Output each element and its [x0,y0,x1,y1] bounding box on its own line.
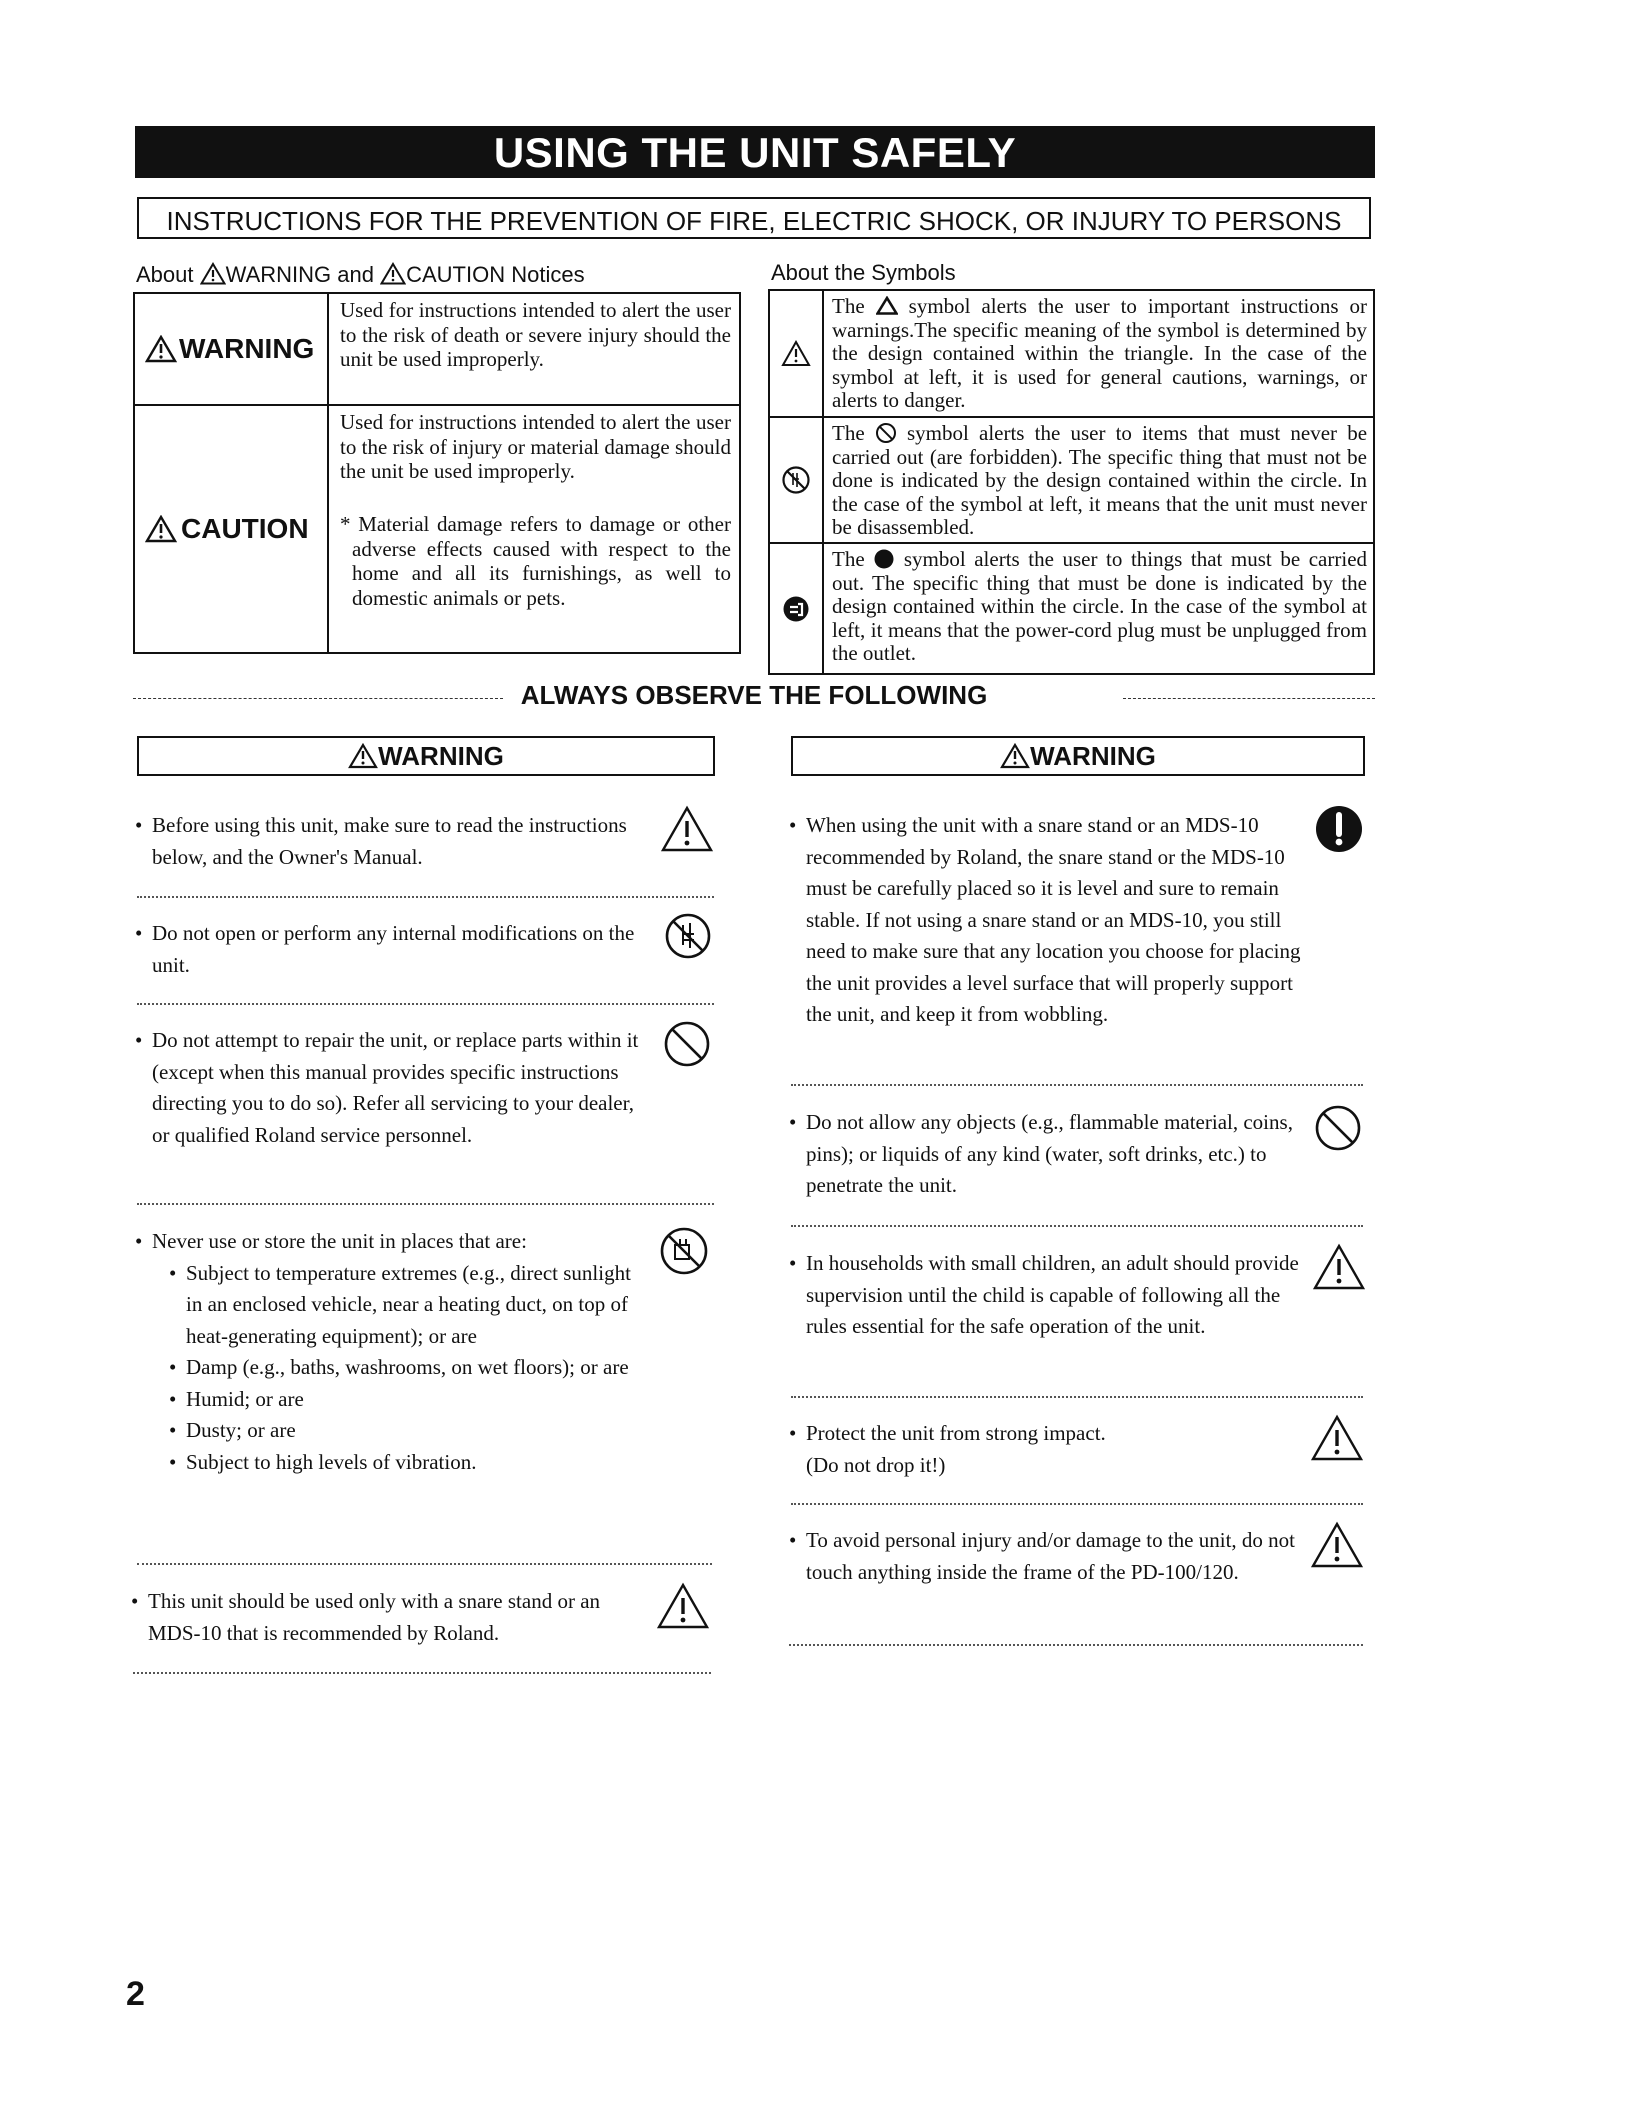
warning-triangle-icon [781,340,811,367]
mandatory-icon [1314,804,1364,854]
symbol-prohibited-text-lead: The [832,421,865,445]
symbol-row-prohibited [770,418,1373,544]
left-warning-label: WARNING [378,740,504,771]
sub-list-item: • Subject to high levels of vibration. [169,1449,477,1474]
notices-table [133,292,741,654]
divider [789,1644,1363,1646]
prohibited-icon [663,1020,711,1068]
caution-notice-label [135,406,329,652]
warning-triangle-icon [1312,1243,1366,1291]
symbols-table [768,289,1375,675]
prohibited-icon [875,422,897,444]
notices-heading-caution: CAUTION Notices [406,262,585,287]
page-number: 2 [126,1975,145,2013]
sub-list-item-text: Subject to high levels of vibration. [186,1449,477,1474]
right-warning-label: WARNING [1030,740,1156,771]
symbol-mandatory-text-body: symbol alerts the user to things that must be carried out. The specific thing that must be done is indicated by the design contained within the circle. In the case of the symbol at left, it means that the power-cord plug must be unplugged from the outlet. [832,547,1368,665]
sub-list-item-text: Subject to temperature extremes (e.g., direct sunlight in an enclosed vehicle, near a heating duct, on top of heat-generating equipment); or are [186,1260,631,1348]
list-item-text: Never use or store the unit in places that are: [152,1229,527,1253]
sub-list-item: • Dusty; or are [169,1418,296,1442]
list-item: • When using the unit with a snare stand or an MDS-10 recommended by Roland, the snare stand or the MDS-10 must be carefully placed so it is level and sure to remain stable. If not using a snare stand or an MDS-10, you still need to make sure that any location you choose for placing the unit provides a level surface that will properly support the unit, and keep it from wobbling. [789,810,1314,1031]
sub-list-item-text: Humid; or are [186,1386,304,1411]
prohibited-icon [1314,1104,1362,1152]
warning-notice-row [135,294,739,406]
caution-triangle-icon [145,515,177,543]
symbol-icon-cell [770,418,824,542]
divider [137,1003,714,1005]
symbol-prohibited-text [832,422,1367,540]
symbol-mandatory-text [832,548,1367,666]
list-item: • Never use or store the unit in places that are: • Subject to temperature extremes (e.g., direct sunlight in an enclosed vehicle, near a heating duct, on top of heat-generating equipment); or are • Damp (e.g., baths, washrooms, on wet floors); or are • Humid; or are • Dusty; or are • Subject to high levels of vibration. [135,1226,675,1478]
warning-notice-label [135,294,329,404]
list-item-text: Do not open or perform any internal modifications on the unit. [152,921,635,977]
symbol-row-mandatory [770,544,1373,673]
list-item: • Do not attempt to repair the unit, or replace parts within it (except when this manual provides specific instructions directing you to do so). Refer all servicing to your dealer, or qualified Roland service personnel. [135,1025,655,1151]
divider [791,1225,1363,1227]
divider [791,1503,1363,1505]
warning-triangle-icon [660,805,714,853]
caution-note-text: * Material damage refers to damage or other adverse effects caused with respect to the home and all its furnishings, as well to domestic animals or pets. [340,512,731,610]
caution-label-text: CAUTION [181,513,309,544]
list-item-text: In households with small children, an adult should provide supervision until the child is capable of following all the rules essential for the safe operation of the unit. [806,1251,1299,1338]
symbol-prohibited-text-body: symbol alerts the user to items that must never be carried out (are forbidden). The specific thing that must not be done is indicated by the design contained within the circle. In the case of the symbol at left, it means that the unit must never be disassembled. [832,421,1368,539]
caution-notice-row [135,406,739,652]
list-item: • Do not allow any objects (e.g., flammable material, coins, pins); or liquids of any kind (water, soft drinks, etc.) to penetrate the unit. [789,1107,1314,1202]
symbol-triangle-text-lead: The [832,294,865,318]
symbol-triangle-text [832,295,1367,413]
always-observe-text: ALWAYS OBSERVE THE FOLLOWING [507,680,1002,710]
list-item-text: This unit should be used only with a snare stand or an MDS-10 that is recommended by Roland. [148,1589,601,1645]
right-warning-box [791,736,1365,776]
sub-list-item-text: Dusty; or are [186,1418,296,1442]
no-disassembly-icon [664,912,712,960]
symbol-row-triangle [770,291,1373,418]
divider [133,1672,711,1674]
caution-notice-text: Used for instructions intended to alert the user to the risk of injury or material damage should the unit be used improperly. [340,410,731,483]
warning-triangle-icon [200,262,226,285]
symbol-icon-cell [770,291,824,416]
warning-triangle-icon [1000,743,1030,769]
mandatory-icon [873,548,895,570]
symbols-heading: About the Symbols [771,260,956,285]
warning-triangle-icon [348,743,378,769]
warning-notice-text: Used for instructions intended to alert the user to the risk of death or severe injury should the unit be used improperly. [340,298,731,371]
warning-label-text: WARNING [179,333,315,364]
list-item: • Do not open or perform any internal modifications on the unit. [135,918,655,981]
sub-list-item: • Humid; or are [169,1386,304,1411]
list-item: • To avoid personal injury and/or damage to the unit, do not touch anything inside the frame of the PD-100/120. [789,1525,1311,1588]
left-warning-box [137,736,715,776]
list-item-text: Protect the unit from strong impact. [806,1421,1106,1445]
unplug-icon [781,594,811,624]
list-item-note: (Do not drop it!) [806,1452,946,1477]
list-item: • Before using this unit, make sure to read the instructions below, and the Owner's Manual. [135,810,655,873]
symbol-mandatory-text-lead: The [832,547,865,571]
divider [137,896,714,898]
list-item-text: When using the unit with a snare stand or an MDS-10 recommended by Roland, the snare stand or the MDS-10 must be carefully placed so it is level and sure to remain stable. If not using a snare stand or an MDS-10, you still need to make sure that any location you choose for placing the unit provides a level surface that will properly support the unit, and keep it from wobbling. [806,813,1301,1026]
no-water-icon [659,1226,709,1276]
sub-list-item-text: Damp (e.g., baths, washrooms, on wet floors); or are [186,1355,629,1379]
sub-list-item: • Subject to temperature extremes (e.g., direct sunlight in an enclosed vehicle, near a heating duct, on top of heat-generating equipment); or are [169,1260,631,1348]
page-subtitle: INSTRUCTIONS FOR THE PREVENTION OF FIRE, ELECTRIC SHOCK, OR INJURY TO PERSONS [137,197,1371,239]
divider [137,1563,712,1565]
list-item-text: Before using this unit, make sure to read the instructions below, and the Owner's Manual. [152,813,627,869]
list-item-text: To avoid personal injury and/or damage to the unit, do not touch anything inside the frame of the PD-100/120. [806,1528,1296,1584]
no-disassembly-icon [781,465,811,495]
notices-heading-about: About [136,262,194,287]
divider [791,1396,1363,1398]
divider [137,1203,714,1205]
divider [791,1084,1363,1086]
sub-list-item: • Damp (e.g., baths, washrooms, on wet floors); or are [169,1355,629,1379]
warning-triangle-icon [1310,1521,1364,1569]
always-observe-banner [133,680,1375,716]
warning-triangle-icon [876,296,898,315]
list-item: • This unit should be used only with a snare stand or an MDS-10 that is recommended by Roland. [131,1586,656,1649]
notices-heading [136,262,585,288]
warning-triangle-icon [145,335,177,363]
list-item-text: Do not attempt to repair the unit, or replace parts within it (except when this manual provides specific instructions directing you to do so). Refer all servicing to your dealer, or qualified Roland service personnel. [152,1028,639,1147]
symbol-icon-cell [770,544,824,673]
notices-heading-warning: WARNING [225,262,332,287]
list-item: • In households with small children, an adult should provide supervision until the child is capable of following all the rules essential for the safe operation of the unit. [789,1248,1311,1343]
caution-triangle-icon [380,262,406,285]
notices-heading-and: and [337,262,374,287]
list-item-text: Do not allow any objects (e.g., flammable material, coins, pins); or liquids of any kind (water, soft drinks, etc.) to penetrate the unit. [806,1110,1293,1197]
page-title: USING THE UNIT SAFELY [135,126,1375,178]
warning-triangle-icon [656,1582,710,1630]
warning-triangle-icon [1310,1414,1364,1462]
list-item: • Protect the unit from strong impact. (Do not drop it!) [789,1418,1311,1481]
symbol-triangle-text-body: symbol alerts the user to important instructions or warnings.The specific meaning of the symbol is determined by the design contained within the triangle. In the case of the symbol at left, it is used for general cautions, warnings, or alerts to danger. [832,294,1368,412]
